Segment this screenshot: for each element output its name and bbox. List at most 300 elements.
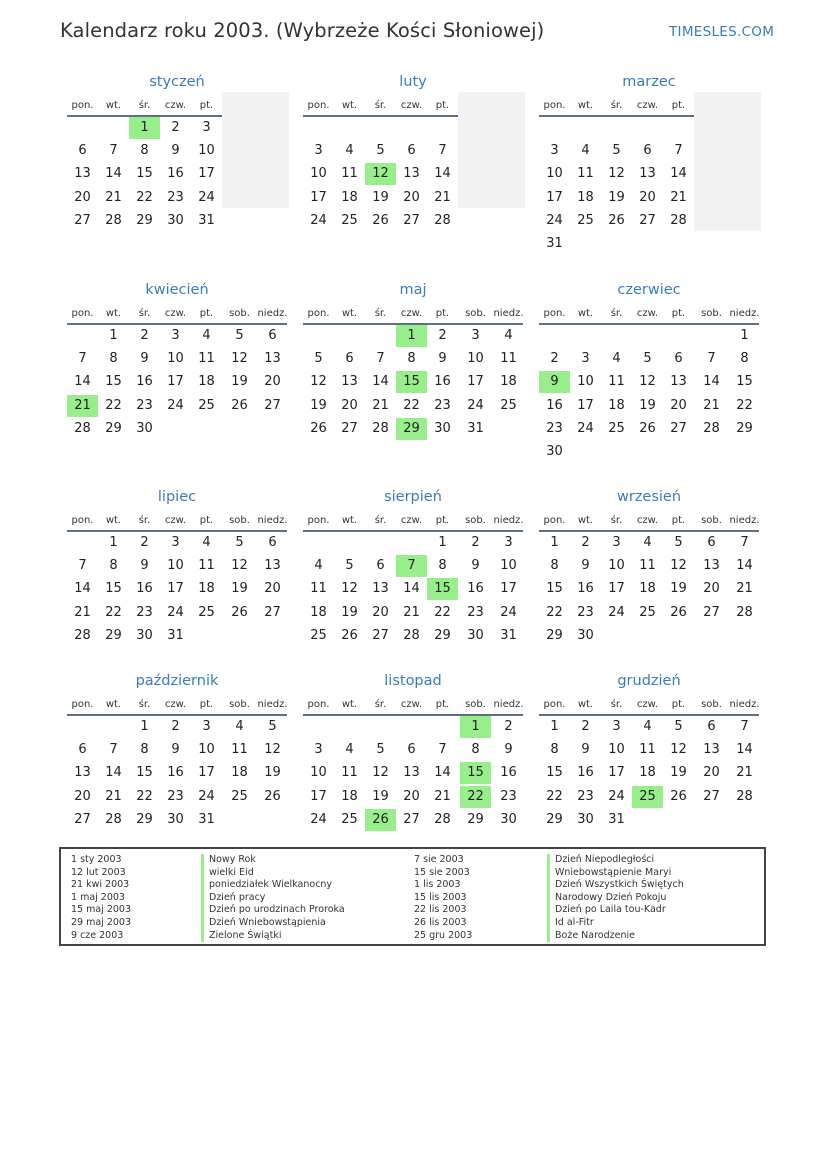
day-cell: 18 bbox=[231, 765, 248, 781]
day-cell: 23 bbox=[434, 397, 451, 413]
day-cell: 16 bbox=[167, 166, 184, 182]
weekday-header: pon. bbox=[307, 100, 330, 111]
weekday-header: pt. bbox=[671, 308, 686, 319]
day-cell: 12 bbox=[231, 558, 248, 574]
day-cell: 23 bbox=[467, 604, 484, 620]
day-cell: 11 bbox=[310, 581, 327, 597]
day-cell: 23 bbox=[167, 189, 184, 205]
day-cell: 29 bbox=[105, 420, 122, 436]
day-cell: 8 bbox=[740, 351, 749, 367]
day-cell: 15 bbox=[736, 374, 753, 390]
holiday-date: 9 cze 2003 bbox=[71, 929, 124, 941]
day-cell: 8 bbox=[407, 351, 416, 367]
weekday-header: pon. bbox=[71, 699, 94, 710]
day-cell: 14 bbox=[74, 374, 91, 390]
day-cell: 24 bbox=[500, 604, 517, 620]
day-cell: 16 bbox=[167, 765, 184, 781]
day-cell: 21 bbox=[434, 189, 451, 205]
day-cell: 11 bbox=[198, 558, 215, 574]
holiday-name: wielki Eid bbox=[201, 867, 254, 880]
day-cell: 4 bbox=[643, 719, 652, 734]
day-cell: 4 bbox=[345, 742, 354, 758]
day-cell: 11 bbox=[231, 742, 248, 758]
day-cell: 22 bbox=[736, 397, 753, 413]
day-cell: 10 bbox=[167, 558, 184, 574]
day-cell: 6 bbox=[707, 719, 716, 734]
day-cell: 8 bbox=[550, 742, 559, 758]
day-cell: 17 bbox=[167, 374, 184, 390]
weekday-header: sob. bbox=[465, 699, 486, 710]
holiday-name: Wniebowstąpienie Maryi bbox=[547, 867, 671, 880]
day-cell: 24 bbox=[608, 604, 625, 620]
weekday-header: wt. bbox=[341, 100, 358, 111]
weekday-header: śr. bbox=[374, 100, 387, 111]
day-cell: 21 bbox=[703, 397, 720, 413]
weekday-header: wt. bbox=[341, 308, 358, 319]
day-cell: 24 bbox=[546, 212, 563, 228]
weekday-header: wt. bbox=[341, 515, 358, 526]
day-cell: 12 bbox=[310, 374, 327, 390]
day-cell: 6 bbox=[268, 328, 277, 343]
day-cell: 23 bbox=[136, 397, 153, 413]
day-cell: 17 bbox=[167, 581, 184, 597]
day-cell: 22 bbox=[105, 604, 122, 620]
day-cell: 19 bbox=[608, 189, 625, 205]
day-cell: 16 bbox=[136, 374, 153, 390]
day-cell: 13 bbox=[703, 558, 720, 574]
weekday-header: śr. bbox=[374, 515, 387, 526]
day-cell: 25 bbox=[231, 788, 248, 804]
brand-logo[interactable]: TIMESLES.COM bbox=[669, 24, 775, 40]
day-cell: 1 bbox=[109, 328, 118, 343]
holiday-date: 1 sty 2003 bbox=[71, 854, 122, 865]
day-cell: 5 bbox=[314, 351, 323, 367]
day-cell: 20 bbox=[670, 397, 687, 413]
day-cell: 20 bbox=[703, 765, 720, 781]
weekday-header: pt. bbox=[199, 308, 214, 319]
day-cell: 24 bbox=[310, 811, 327, 827]
day-cell: 28 bbox=[372, 420, 389, 436]
day-cell: 19 bbox=[670, 765, 687, 781]
day-cell: 13 bbox=[341, 374, 358, 390]
day-cell: 5 bbox=[674, 719, 683, 734]
day-cell: 3 bbox=[171, 328, 180, 343]
day-cell: 18 bbox=[198, 374, 215, 390]
day-cell: 4 bbox=[345, 143, 354, 159]
day-cell: 13 bbox=[403, 166, 420, 182]
day-cell: 26 bbox=[231, 397, 248, 413]
day-cell: 14 bbox=[74, 581, 91, 597]
day-cell: 20 bbox=[403, 788, 420, 804]
day-cell: 14 bbox=[703, 374, 720, 390]
weekday-header: czw. bbox=[400, 308, 423, 319]
day-cell: 9 bbox=[504, 742, 513, 758]
day-cell: 14 bbox=[434, 765, 451, 781]
weekday-header: czw. bbox=[400, 699, 423, 710]
day-cell: 4 bbox=[235, 719, 244, 734]
day-cell: 22 bbox=[434, 604, 451, 620]
weekday-header: sob. bbox=[465, 515, 486, 526]
day-cell: 5 bbox=[268, 719, 277, 734]
day-cell: 30 bbox=[136, 627, 153, 643]
day-cell: 13 bbox=[264, 351, 281, 367]
day-cell: 7 bbox=[438, 143, 447, 159]
day-cell: 28 bbox=[403, 627, 420, 643]
day-cell: 13 bbox=[74, 166, 91, 182]
day-cell: 23 bbox=[577, 604, 594, 620]
weekday-header: śr. bbox=[138, 515, 151, 526]
day-cell: 19 bbox=[310, 397, 327, 413]
weekday-header: sob. bbox=[465, 308, 486, 319]
day-cell: 29 bbox=[736, 420, 753, 436]
holiday-day-cell: 25 bbox=[632, 786, 663, 808]
day-cell: 1 bbox=[140, 719, 149, 734]
weekday-header: pon. bbox=[307, 515, 330, 526]
day-cell: 5 bbox=[612, 143, 621, 159]
day-cell: 24 bbox=[198, 788, 215, 804]
day-cell: 9 bbox=[438, 351, 447, 367]
day-cell: 21 bbox=[372, 397, 389, 413]
day-cell: 5 bbox=[376, 742, 385, 758]
holiday-name: Zielone Świątki bbox=[201, 930, 281, 943]
month-name: marzec bbox=[622, 74, 676, 90]
day-cell: 21 bbox=[403, 604, 420, 620]
day-cell: 11 bbox=[341, 166, 358, 182]
weekday-header: czw. bbox=[164, 100, 187, 111]
month-name: listopad bbox=[384, 673, 442, 689]
day-cell: 1 bbox=[109, 535, 118, 550]
day-cell: 29 bbox=[467, 811, 484, 827]
day-cell: 8 bbox=[109, 351, 118, 367]
day-cell: 20 bbox=[639, 189, 656, 205]
day-cell: 30 bbox=[167, 811, 184, 827]
day-cell: 19 bbox=[341, 604, 358, 620]
day-cell: 25 bbox=[341, 811, 358, 827]
day-cell: 10 bbox=[467, 351, 484, 367]
weekday-header: niedz. bbox=[493, 308, 524, 319]
day-cell: 7 bbox=[740, 719, 749, 734]
day-cell: 25 bbox=[198, 604, 215, 620]
day-cell: 17 bbox=[310, 189, 327, 205]
day-cell: 2 bbox=[171, 120, 180, 135]
day-cell: 16 bbox=[546, 397, 563, 413]
day-cell: 2 bbox=[171, 719, 180, 734]
day-cell: 2 bbox=[550, 351, 559, 367]
day-cell: 29 bbox=[136, 212, 153, 228]
day-cell: 10 bbox=[577, 374, 594, 390]
day-cell: 24 bbox=[608, 788, 625, 804]
day-cell: 21 bbox=[736, 581, 753, 597]
day-cell: 1 bbox=[550, 535, 559, 550]
day-cell: 16 bbox=[467, 581, 484, 597]
holiday-date: 15 lis 2003 bbox=[414, 891, 467, 903]
day-cell: 19 bbox=[372, 189, 389, 205]
day-cell: 28 bbox=[434, 212, 451, 228]
day-cell: 25 bbox=[639, 604, 656, 620]
day-cell: 6 bbox=[407, 742, 416, 758]
weekday-header: pt. bbox=[435, 100, 450, 111]
weekday-header: niedz. bbox=[257, 308, 288, 319]
weekend-band bbox=[458, 92, 525, 208]
day-cell: 19 bbox=[372, 788, 389, 804]
day-cell: 8 bbox=[471, 742, 480, 758]
day-cell: 9 bbox=[581, 742, 590, 758]
day-cell: 22 bbox=[546, 604, 563, 620]
day-cell: 27 bbox=[341, 420, 358, 436]
holiday-day-cell: 26 bbox=[365, 809, 396, 831]
day-cell: 7 bbox=[78, 558, 87, 574]
day-cell: 28 bbox=[105, 811, 122, 827]
page-title: Kalendarz roku 2003. (Wybrzeże Kości Słoniowej) bbox=[60, 19, 545, 42]
weekday-header: wt. bbox=[105, 515, 122, 526]
day-cell: 21 bbox=[736, 765, 753, 781]
day-cell: 15 bbox=[546, 765, 563, 781]
holiday-day-cell: 15 bbox=[427, 578, 458, 600]
day-cell: 6 bbox=[643, 143, 652, 159]
day-cell: 18 bbox=[639, 581, 656, 597]
day-cell: 22 bbox=[136, 189, 153, 205]
holiday-date: 15 maj 2003 bbox=[71, 904, 132, 916]
day-cell: 6 bbox=[268, 535, 277, 550]
holiday-date: 26 lis 2003 bbox=[414, 917, 467, 928]
holiday-name: Dzień pracy bbox=[201, 892, 265, 905]
day-cell: 25 bbox=[608, 420, 625, 436]
day-cell: 31 bbox=[500, 627, 517, 643]
holiday-day-cell: 1 bbox=[129, 117, 160, 139]
day-cell: 20 bbox=[74, 788, 91, 804]
day-cell: 30 bbox=[136, 420, 153, 436]
day-cell: 7 bbox=[109, 742, 118, 758]
day-cell: 25 bbox=[500, 397, 517, 413]
day-cell: 10 bbox=[608, 742, 625, 758]
day-cell: 27 bbox=[403, 212, 420, 228]
day-cell: 21 bbox=[670, 189, 687, 205]
day-cell: 27 bbox=[703, 604, 720, 620]
day-cell: 17 bbox=[546, 189, 563, 205]
day-cell: 27 bbox=[74, 212, 91, 228]
day-cell: 11 bbox=[639, 558, 656, 574]
day-cell: 13 bbox=[639, 166, 656, 182]
holiday-date: 7 sie 2003 bbox=[414, 854, 464, 865]
weekday-header: pon. bbox=[71, 308, 94, 319]
day-cell: 26 bbox=[639, 420, 656, 436]
weekday-header: czw. bbox=[400, 100, 423, 111]
day-cell: 9 bbox=[140, 351, 149, 367]
weekday-header: pt. bbox=[435, 699, 450, 710]
day-cell: 17 bbox=[500, 581, 517, 597]
day-cell: 29 bbox=[136, 811, 153, 827]
weekday-header: pt. bbox=[199, 515, 214, 526]
day-cell: 6 bbox=[407, 143, 416, 159]
day-cell: 26 bbox=[264, 788, 281, 804]
weekday-header: sob. bbox=[229, 515, 250, 526]
day-cell: 22 bbox=[403, 397, 420, 413]
day-cell: 30 bbox=[167, 212, 184, 228]
day-cell: 4 bbox=[643, 535, 652, 550]
day-cell: 3 bbox=[581, 351, 590, 367]
day-cell: 4 bbox=[202, 535, 211, 550]
month-name: czerwiec bbox=[617, 282, 681, 298]
weekday-header: niedz. bbox=[493, 515, 524, 526]
day-cell: 26 bbox=[341, 627, 358, 643]
day-cell: 24 bbox=[198, 189, 215, 205]
day-cell: 3 bbox=[171, 535, 180, 550]
day-cell: 16 bbox=[577, 581, 594, 597]
day-cell: 5 bbox=[235, 328, 244, 343]
weekday-header: śr. bbox=[610, 699, 623, 710]
weekday-header: pon. bbox=[71, 515, 94, 526]
day-cell: 14 bbox=[105, 166, 122, 182]
day-cell: 14 bbox=[403, 581, 420, 597]
day-cell: 28 bbox=[434, 811, 451, 827]
day-cell: 3 bbox=[612, 719, 621, 734]
holiday-date: 22 lis 2003 bbox=[414, 904, 467, 916]
day-cell: 18 bbox=[577, 189, 594, 205]
weekday-header: czw. bbox=[636, 699, 659, 710]
day-cell: 22 bbox=[546, 788, 563, 804]
weekday-header: sob. bbox=[701, 699, 722, 710]
day-cell: 18 bbox=[198, 581, 215, 597]
holiday-day-cell: 9 bbox=[539, 371, 570, 393]
holiday-name: Boże Narodzenie bbox=[547, 930, 635, 943]
day-cell: 26 bbox=[608, 212, 625, 228]
day-cell: 15 bbox=[546, 581, 563, 597]
day-cell: 12 bbox=[670, 742, 687, 758]
day-cell: 14 bbox=[670, 166, 687, 182]
day-cell: 3 bbox=[314, 143, 323, 159]
day-cell: 28 bbox=[670, 212, 687, 228]
day-cell: 17 bbox=[467, 374, 484, 390]
holiday-day-cell: 12 bbox=[365, 163, 396, 185]
day-cell: 18 bbox=[608, 397, 625, 413]
day-cell: 23 bbox=[167, 788, 184, 804]
day-cell: 23 bbox=[577, 788, 594, 804]
day-cell: 16 bbox=[577, 765, 594, 781]
day-cell: 17 bbox=[608, 765, 625, 781]
day-cell: 20 bbox=[703, 581, 720, 597]
month-name: wrzesień bbox=[616, 489, 682, 505]
day-cell: 7 bbox=[707, 351, 716, 367]
weekday-header: wt. bbox=[577, 308, 594, 319]
holiday-name: Dzień po urodzinach Proroka bbox=[201, 904, 345, 917]
day-cell: 29 bbox=[546, 627, 563, 643]
day-cell: 7 bbox=[376, 351, 385, 367]
day-cell: 9 bbox=[171, 143, 180, 159]
day-cell: 4 bbox=[314, 558, 323, 574]
holiday-date: 29 maj 2003 bbox=[71, 917, 132, 928]
holiday-day-cell: 22 bbox=[460, 786, 491, 808]
day-cell: 10 bbox=[167, 351, 184, 367]
weekday-header: czw. bbox=[636, 515, 659, 526]
day-cell: 25 bbox=[198, 397, 215, 413]
month-name: kwiecień bbox=[145, 282, 209, 298]
holiday-date: 25 gru 2003 bbox=[414, 929, 473, 941]
day-cell: 20 bbox=[264, 374, 281, 390]
weekday-header: pt. bbox=[435, 515, 450, 526]
day-cell: 5 bbox=[235, 535, 244, 550]
day-cell: 10 bbox=[500, 558, 517, 574]
holiday-name: Nowy Rok bbox=[201, 854, 256, 867]
weekday-header: wt. bbox=[341, 699, 358, 710]
day-cell: 1 bbox=[438, 535, 447, 550]
day-cell: 10 bbox=[310, 166, 327, 182]
weekday-header: niedz. bbox=[729, 515, 760, 526]
day-cell: 27 bbox=[372, 627, 389, 643]
day-cell: 14 bbox=[736, 742, 753, 758]
day-cell: 12 bbox=[608, 166, 625, 182]
day-cell: 31 bbox=[198, 811, 215, 827]
weekday-header: pon. bbox=[543, 699, 566, 710]
day-cell: 3 bbox=[550, 143, 559, 159]
holiday-name: Narodowy Dzień Pokoju bbox=[547, 892, 666, 905]
day-cell: 1 bbox=[550, 719, 559, 734]
weekday-header: czw. bbox=[636, 308, 659, 319]
day-cell: 2 bbox=[504, 719, 513, 734]
holiday-date: 15 sie 2003 bbox=[414, 866, 470, 878]
weekday-header: czw. bbox=[400, 515, 423, 526]
weekday-header: śr. bbox=[138, 699, 151, 710]
day-cell: 8 bbox=[438, 558, 447, 574]
day-cell: 22 bbox=[105, 397, 122, 413]
day-cell: 18 bbox=[500, 374, 517, 390]
weekday-header: czw. bbox=[164, 308, 187, 319]
day-cell: 11 bbox=[341, 765, 358, 781]
weekday-header: niedz. bbox=[493, 699, 524, 710]
day-cell: 30 bbox=[577, 627, 594, 643]
day-cell: 23 bbox=[136, 604, 153, 620]
day-cell: 13 bbox=[372, 581, 389, 597]
day-cell: 26 bbox=[372, 212, 389, 228]
day-cell: 17 bbox=[310, 788, 327, 804]
weekday-header: śr. bbox=[610, 308, 623, 319]
day-cell: 11 bbox=[198, 351, 215, 367]
day-cell: 5 bbox=[376, 143, 385, 159]
day-cell: 2 bbox=[438, 328, 447, 343]
day-cell: 23 bbox=[546, 420, 563, 436]
weekday-header: pt. bbox=[671, 515, 686, 526]
day-cell: 24 bbox=[167, 604, 184, 620]
day-cell: 25 bbox=[341, 212, 358, 228]
day-cell: 30 bbox=[467, 627, 484, 643]
day-cell: 24 bbox=[577, 420, 594, 436]
day-cell: 16 bbox=[434, 374, 451, 390]
day-cell: 13 bbox=[74, 765, 91, 781]
day-cell: 18 bbox=[341, 788, 358, 804]
weekend-band bbox=[694, 92, 761, 208]
day-cell: 17 bbox=[608, 581, 625, 597]
holiday-day-cell: 29 bbox=[396, 418, 427, 440]
day-cell: 22 bbox=[136, 788, 153, 804]
day-cell: 15 bbox=[136, 166, 153, 182]
day-cell: 16 bbox=[136, 581, 153, 597]
weekday-header: wt. bbox=[105, 308, 122, 319]
day-cell: 12 bbox=[670, 558, 687, 574]
day-cell: 19 bbox=[639, 397, 656, 413]
day-cell: 27 bbox=[403, 811, 420, 827]
day-cell: 2 bbox=[581, 719, 590, 734]
day-cell: 4 bbox=[581, 143, 590, 159]
day-cell: 27 bbox=[639, 212, 656, 228]
holiday-day-cell: 21 bbox=[67, 395, 98, 417]
day-cell: 28 bbox=[105, 212, 122, 228]
weekday-header: pt. bbox=[671, 100, 686, 111]
month-name: październik bbox=[135, 673, 219, 689]
day-cell: 13 bbox=[264, 558, 281, 574]
day-cell: 12 bbox=[372, 765, 389, 781]
day-cell: 30 bbox=[546, 444, 563, 459]
day-cell: 20 bbox=[341, 397, 358, 413]
weekday-header: pon. bbox=[307, 699, 330, 710]
